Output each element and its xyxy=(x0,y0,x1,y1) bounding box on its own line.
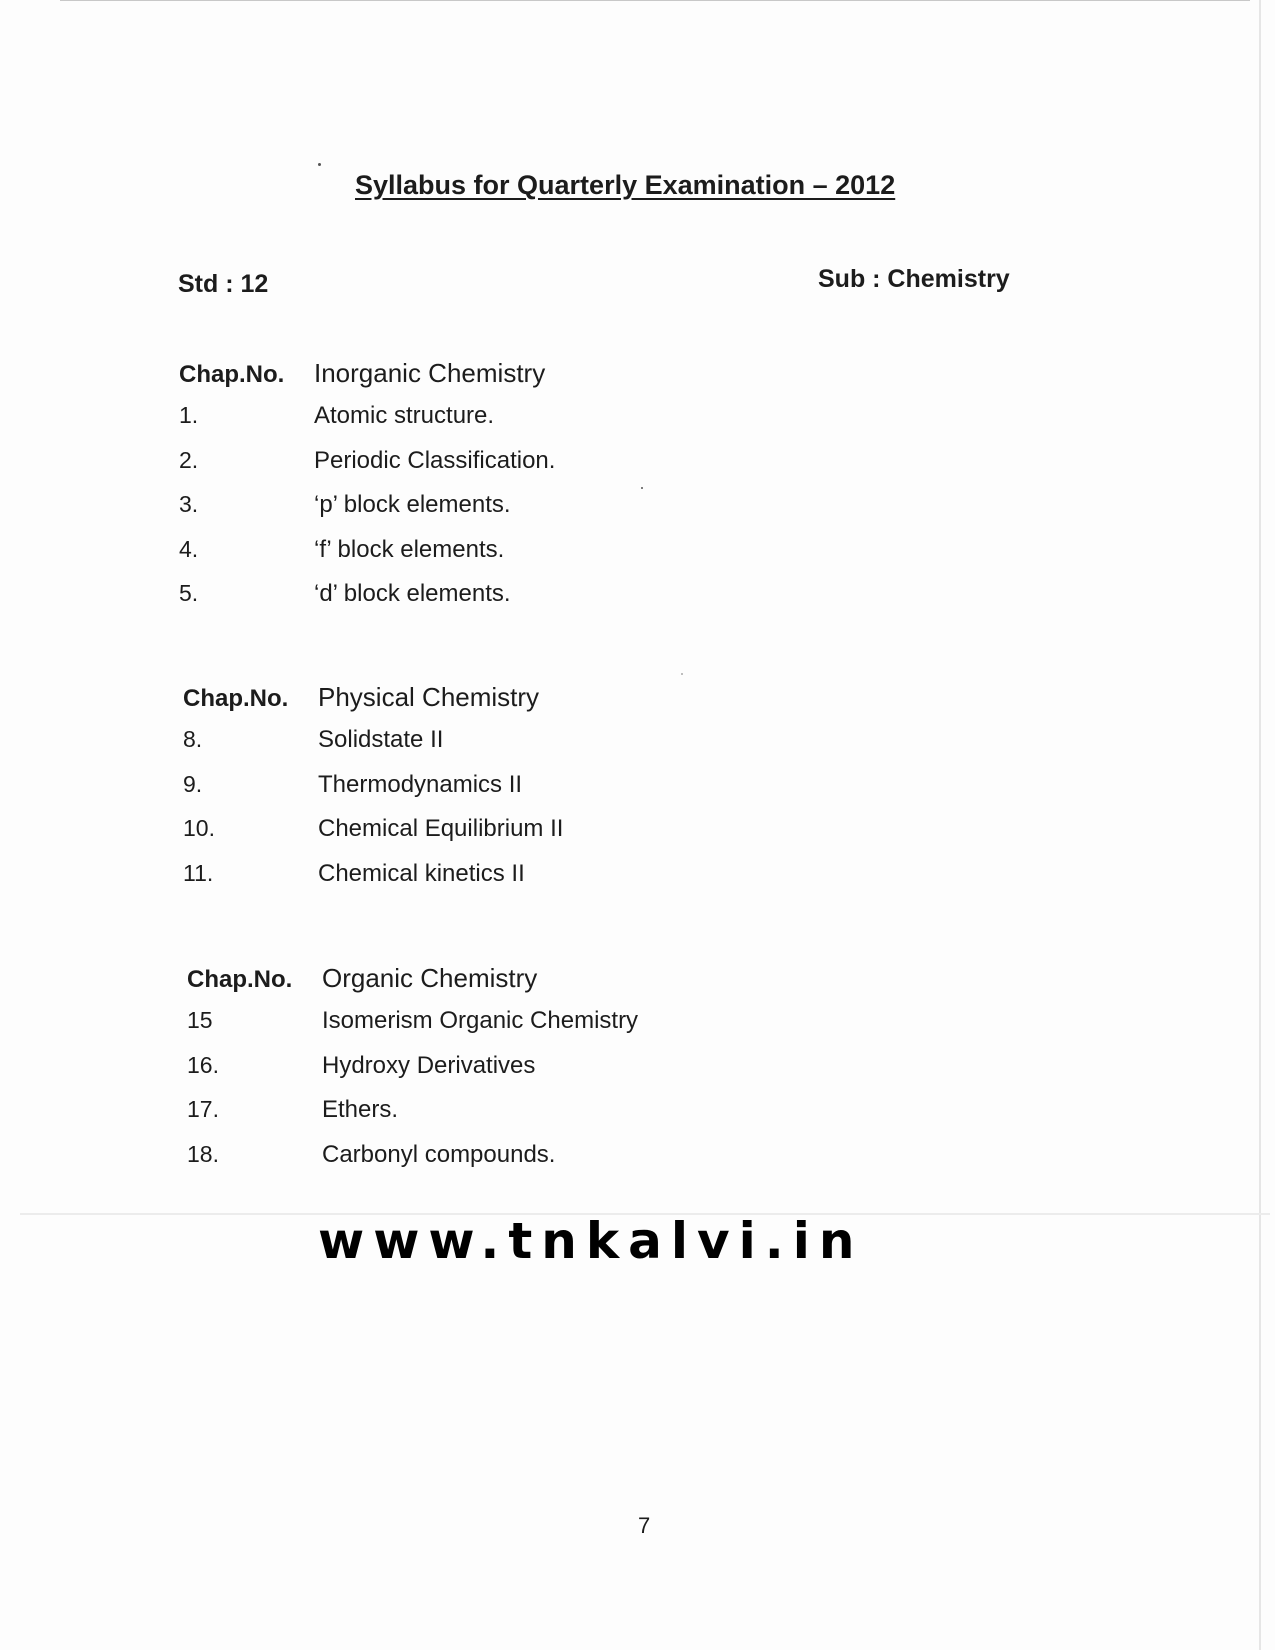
chapter-number: 8. xyxy=(183,726,203,752)
right-edge-shadow xyxy=(1259,0,1261,1650)
chapter-number: 1. xyxy=(179,402,199,428)
chapter-number: 15 xyxy=(187,1007,213,1033)
top-edge-line xyxy=(60,0,1250,1)
speck xyxy=(318,163,321,166)
speck xyxy=(681,673,683,675)
section-title: Physical Chemistry xyxy=(318,682,540,712)
chap-no-label: Chap.No. xyxy=(183,685,289,712)
chapter-topic: Chemical kinetics II xyxy=(318,859,525,887)
list-item xyxy=(179,447,739,492)
chapter-number: 16. xyxy=(187,1051,219,1078)
subject-label: Sub : Chemistry xyxy=(818,265,1010,293)
chapter-topic: Thermodynamics II xyxy=(318,770,523,798)
page-number: 7 xyxy=(638,1513,651,1538)
chapter-number: 2. xyxy=(179,446,199,473)
list-item xyxy=(179,536,739,581)
list-item xyxy=(179,402,739,447)
list-item xyxy=(187,1007,747,1052)
chapter-topic: Ethers. xyxy=(322,1096,399,1123)
chapter-topic: Hydroxy Derivatives xyxy=(322,1051,536,1079)
section-title: Organic Chemistry xyxy=(322,963,538,993)
chapter-topic: Chemical Equilibrium II xyxy=(318,815,564,842)
list-item xyxy=(179,580,739,625)
chapter-topic: ‘p’ block elements. xyxy=(314,491,511,518)
chapter-number: 3. xyxy=(179,491,199,517)
chap-no-label: Chap.No. xyxy=(179,361,285,388)
chapter-topic: Carbonyl compounds. xyxy=(322,1140,556,1168)
chapter-number: 9. xyxy=(183,770,203,797)
chapter-topic: ‘f’ block elements. xyxy=(314,535,505,563)
chapter-topic: ‘d’ block elements. xyxy=(314,580,511,607)
section-inorganic xyxy=(179,358,739,625)
list-item xyxy=(183,726,743,771)
page-title: Syllabus for Quarterly Examination – 2012 xyxy=(355,170,896,200)
website-watermark: www.tnkalvi.in xyxy=(318,1212,864,1270)
section-physical xyxy=(183,682,743,904)
chapter-number: 10. xyxy=(183,815,215,841)
standard-label: Std : 12 xyxy=(178,270,269,298)
section-organic xyxy=(187,963,747,1185)
chapter-number: 18. xyxy=(187,1140,219,1167)
chapter-topic: Periodic Classification. xyxy=(314,446,556,474)
chapter-number: 11. xyxy=(183,859,214,886)
chapter-topic: Solidstate II xyxy=(318,726,444,753)
section-header xyxy=(183,682,743,726)
section-header xyxy=(187,963,747,1007)
list-item xyxy=(187,1096,747,1141)
list-item xyxy=(179,491,739,536)
list-item xyxy=(183,771,743,816)
list-item xyxy=(187,1141,747,1186)
list-item xyxy=(183,860,743,905)
section-title: Inorganic Chemistry xyxy=(314,358,546,388)
list-item xyxy=(187,1052,747,1097)
section-header xyxy=(179,358,739,402)
list-item xyxy=(183,815,743,860)
chapter-number: 5. xyxy=(179,580,199,606)
chapter-topic: Atomic structure. xyxy=(314,402,495,429)
chapter-topic: Isomerism Organic Chemistry xyxy=(322,1007,639,1034)
chapter-number: 17. xyxy=(187,1096,219,1122)
chap-no-label: Chap.No. xyxy=(187,966,293,993)
chapter-number: 4. xyxy=(179,535,199,562)
